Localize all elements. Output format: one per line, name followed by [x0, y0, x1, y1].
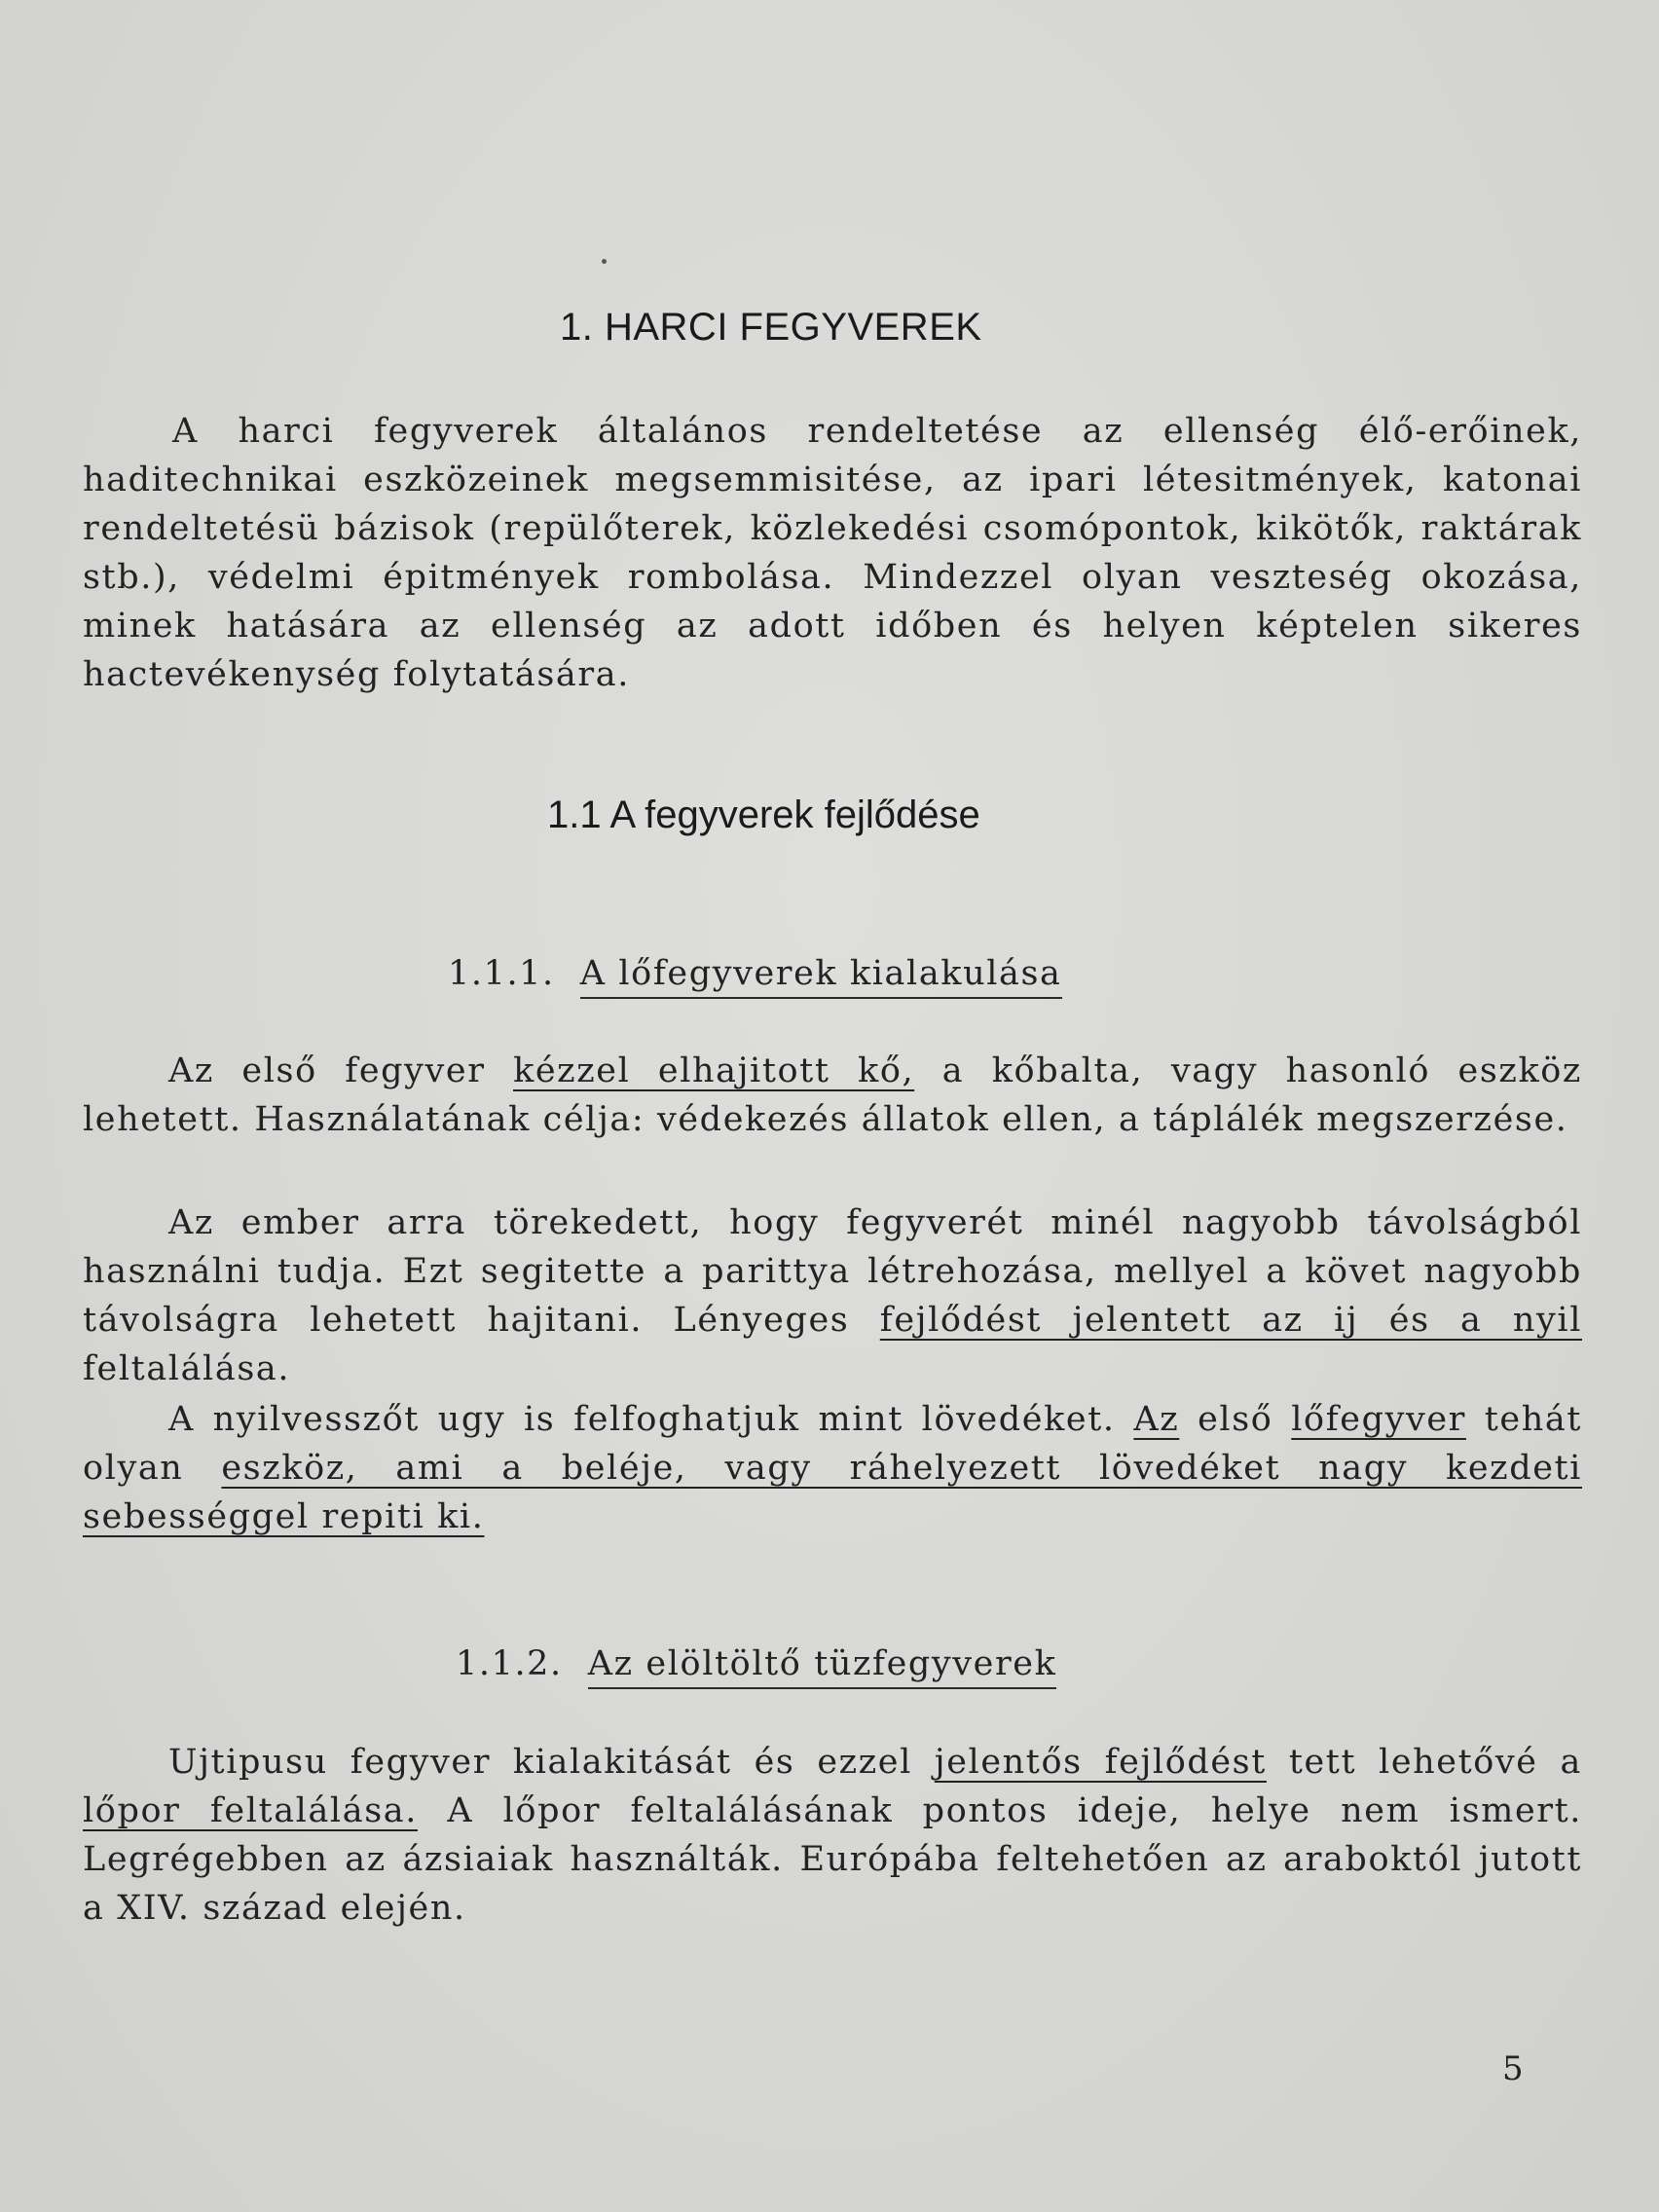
paragraph-gunpowder	[83, 1738, 1582, 1933]
subsection-number: 1.1.1.	[448, 954, 555, 993]
text-run: első	[1179, 1400, 1292, 1439]
subsection-number: 1.1.2.	[456, 1644, 563, 1683]
text-run: a kőbalta, vagy hasonló eszköz lehetett. Használatának célja: védekezés állatok ellen, a táplálék megszerzése.	[83, 1051, 1582, 1139]
subsection-heading-2	[456, 1640, 1056, 1688]
text-run: Ujtipusu fegyver kialakitását és ezzel	[168, 1743, 935, 1782]
paragraph-first-weapon	[83, 1047, 1582, 1144]
section-heading: 1.1 A fegyverek fejlődése	[547, 793, 980, 836]
underlined-text: lőfegyver	[1291, 1400, 1466, 1439]
underlined-text: Az	[1133, 1400, 1180, 1439]
underlined-text: jelentős fejlődést	[934, 1743, 1267, 1782]
text-run: Az ember arra törekedett, hogy fegyverét minél nagyobb távolságból használni tudja. Ezt segitette a parittya létrehozása, mellyel a követ nagyobb távolságra lehetett hajitani. Lényeges	[83, 1203, 1582, 1340]
text-run: A lőpor feltalálásának pontos ideje, helye nem ismert. Legrégebben az ázsiaiak használták. Európába feltehetően az araboktól jutott a XIV. század elején.	[83, 1791, 1582, 1928]
ink-speck	[602, 259, 607, 264]
underlined-text: eszköz, ami a beléje, vagy ráhelyezett lövedéket nagy kezdeti sebességgel repiti ki.	[83, 1449, 1582, 1536]
text-run: Az első fegyver	[168, 1051, 514, 1090]
text-run: A nyilvesszőt ugy is felfoghatjuk mint lövedéket.	[168, 1400, 1134, 1439]
underlined-text: kézzel elhajitott kő,	[513, 1051, 915, 1090]
subsection-title: A lőfegyverek kialakulása	[580, 954, 1062, 999]
subsection-title: Az elöltöltő tüzfegyverek	[588, 1644, 1057, 1689]
underlined-text: fejlődést jelentett az ij és a nyil	[879, 1301, 1582, 1340]
paragraph-distance	[83, 1198, 1582, 1393]
text-run: feltalálása.	[83, 1349, 291, 1388]
subsection-heading-1	[448, 949, 1062, 998]
underlined-text: lőpor feltalálása.	[83, 1791, 418, 1830]
page-number: 5	[1502, 2049, 1524, 2088]
text-run: tett lehetővé a	[1266, 1743, 1582, 1782]
paragraph-arrow	[83, 1395, 1582, 1541]
text-run: tehát olyan	[83, 1400, 1582, 1488]
intro-paragraph: A harci fegyverek általános rendeltetése az ellenség élő-erőinek, haditechnikai eszközeinek megsemmisitése, az ipari létesitmények, katonai rendeltetésü bázisok (repülőterek, közlekedési csomópontok, kikötők, raktárak stb.), védelmi épitmények rombolása. Mindezzel olyan veszteség okozása, minek hatására az ellenség az adott időben és helyen képtelen sikeres hactevékenység folytatására.	[83, 412, 1582, 694]
chapter-heading: 1. HARCI FEGYVEREK	[560, 306, 982, 349]
